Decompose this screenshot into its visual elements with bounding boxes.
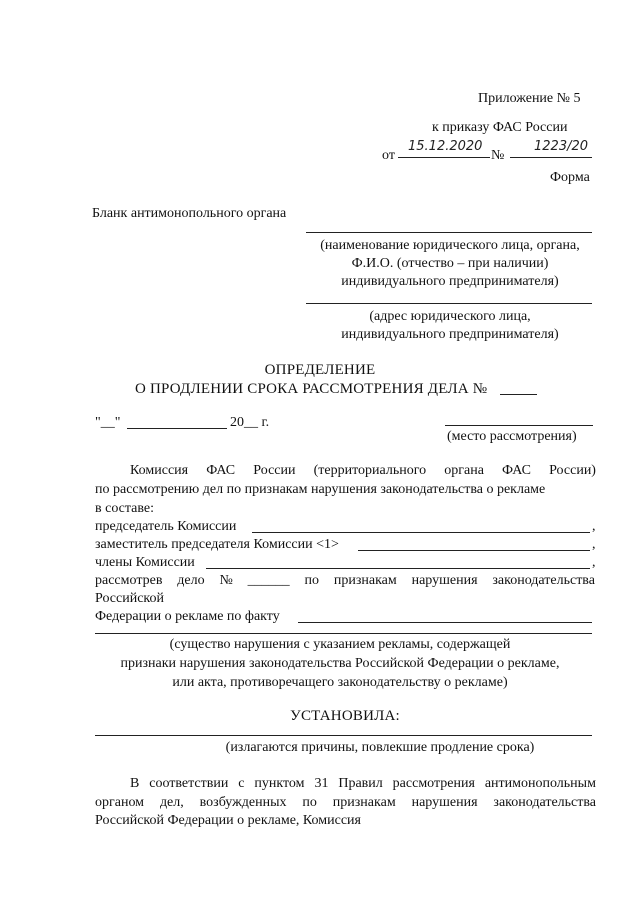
addressee-name-hint-2: Ф.И.О. (отчество – при наличии) [351, 256, 549, 271]
date-underline [398, 157, 490, 158]
day-blank: "__" [95, 415, 121, 430]
russian-word: Российской [95, 591, 164, 606]
addressee-name-hint-1: (наименование юридического лица, органа, [320, 238, 580, 253]
year-field: 20__ г. [230, 415, 270, 430]
violation-line [95, 633, 592, 634]
handwritten-number: 1223/20 [534, 139, 589, 154]
federation-fact-label: Федерации о рекламе по факту [95, 609, 280, 624]
order-reference: к приказу ФАС России [432, 120, 568, 135]
deputy-label: заместитель председателя Комиссии <1> [95, 537, 339, 552]
commission-line-3: в составе: [95, 501, 155, 516]
considered-case-line: рассмотрев дело № ______ по признакам нарушения законодательства [95, 573, 595, 588]
handwritten-date: 15.12.2020 [408, 139, 483, 154]
violation-hint-3: или акта, противоречащего законодательству о рекламе) [172, 675, 508, 690]
final-line-3: Российской Федерации о рекламе, Комиссия [95, 813, 361, 828]
case-number-blank [500, 394, 537, 395]
from-prefix: от [382, 148, 395, 163]
chairman-line [252, 532, 590, 533]
addressee-address-line [306, 303, 592, 304]
number-underline [510, 157, 592, 158]
appendix-number: Приложение № 5 [478, 91, 581, 106]
reasons-line [95, 735, 592, 736]
members-label: члены Комиссии [95, 555, 195, 570]
commission-line-2: по рассмотрению дел по признакам нарушения законодательства о рекламе [95, 482, 546, 497]
members-comma: , [592, 555, 596, 570]
place-hint: (место рассмотрения) [447, 429, 577, 444]
blank-label: Бланк антимонопольного органа [92, 206, 287, 221]
form-label: Форма [550, 170, 590, 185]
violation-hint-1: (существо нарушения с указанием рекламы, содержащей [169, 637, 511, 652]
address-hint-1: (адрес юридического лица, [369, 309, 531, 324]
address-hint-2: индивидуального предпринимателя) [341, 327, 559, 342]
number-sign: № [491, 148, 505, 163]
document-title: ОПРЕДЕЛЕНИЕ [264, 362, 376, 378]
fact-line [298, 622, 592, 623]
deputy-line [358, 550, 590, 551]
reasons-hint: (излагаются причины, повлекшие продление срока) [225, 740, 535, 755]
month-blank [127, 428, 227, 429]
chairman-comma: , [592, 519, 596, 534]
final-line-1: В соответствии с пунктом 31 Правил рассмотрения антимонопольным [130, 776, 596, 791]
addressee-name-hint-3: индивидуального предпринимателя) [341, 274, 559, 289]
deputy-comma: , [592, 537, 596, 552]
established-heading: УСТАНОВИЛА: [290, 708, 400, 724]
violation-hint-2: признаки нарушения законодательства Российской Федерации о рекламе, [120, 656, 560, 671]
chairman-label: председатель Комиссии [95, 519, 237, 534]
commission-intro: Комиссия ФАС России (территориального органа ФАС России) [130, 463, 596, 478]
addressee-name-line [306, 232, 592, 233]
members-line [206, 568, 590, 569]
document-subtitle: О ПРОДЛЕНИИ СРОКА РАССМОТРЕНИЯ ДЕЛА № [135, 381, 488, 397]
place-line [445, 425, 593, 426]
final-line-2: органом дел, возбужденных по признакам нарушения законодательства [95, 795, 596, 810]
